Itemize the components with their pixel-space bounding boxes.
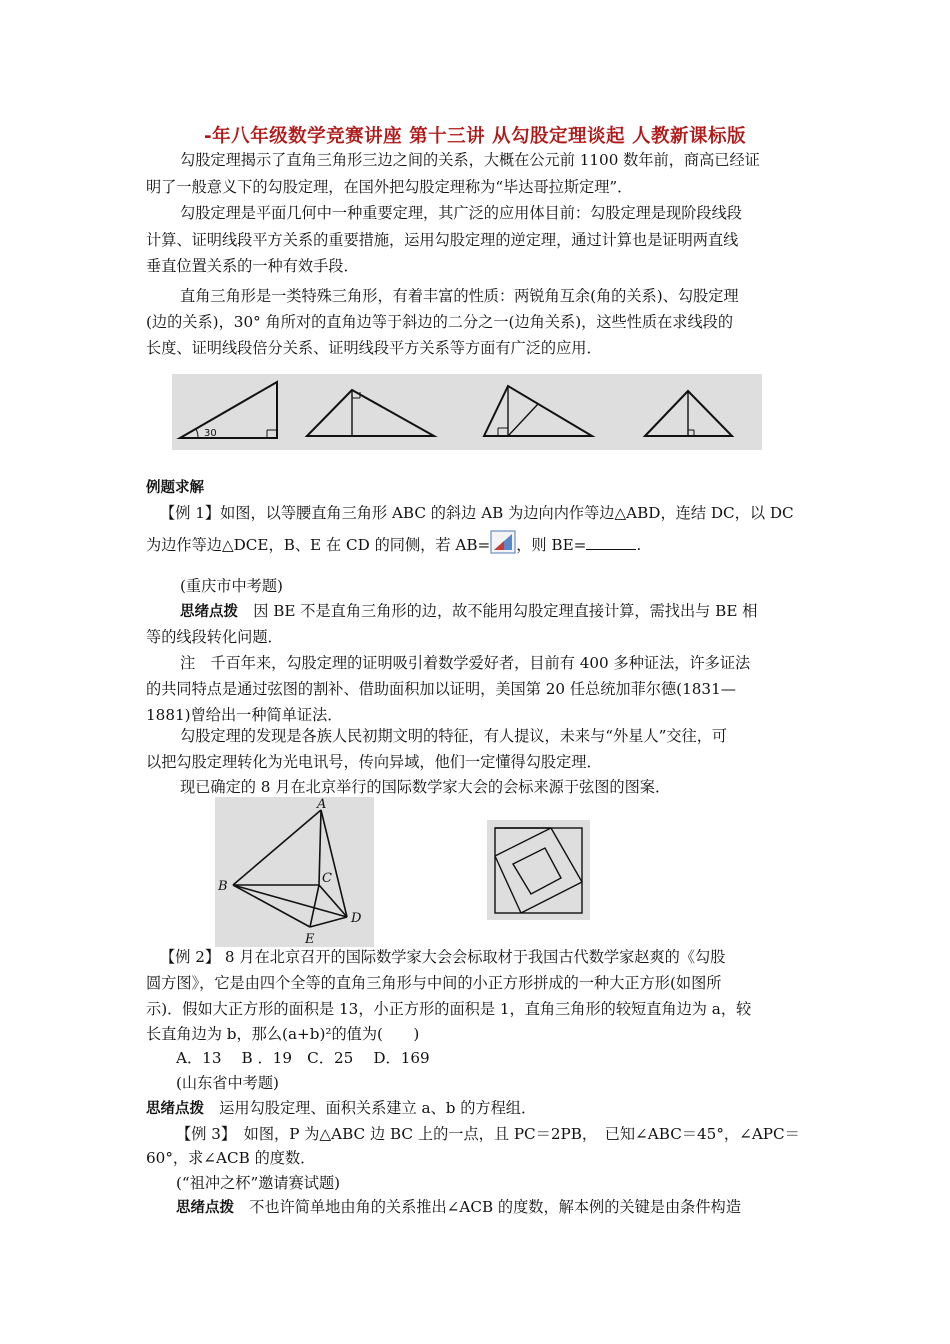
example1-line2: 为边作等边△DCE，B、E 在 CD 的同侧，若 AB= ，则 BE= . bbox=[146, 530, 641, 559]
chord-diagram bbox=[487, 820, 590, 920]
intro-line-4: 计算、证明线段平方关系的重要措施，运用勾股定理的逆定理，通过计算也是证明两直线 bbox=[146, 231, 739, 249]
example3-line1: 【例 3】 如图，P 为△ABC 边 BC 上的一点，且 PC＝2PB， 已知∠ABC＝45°，∠APC＝ bbox=[176, 1125, 800, 1143]
point-label-a: A bbox=[317, 797, 327, 812]
example2-line2: 圆方图》，它是由四个全等的直角三角形与中间的小正方形拼成的一种大正方形(如图所 bbox=[146, 974, 722, 992]
note-line-2: 的共同特点是通过弦图的割补、借助面积加以证明，美国第 20 任总统加菲尔德(1831— bbox=[146, 680, 736, 698]
example1-hint: 思绪点拨 因 BE 不是直角三角形的边，故不能用勾股定理直接计算，需找出与 BE 相 bbox=[180, 602, 758, 620]
answer-blank[interactable] bbox=[586, 535, 636, 550]
note-line-6: 现已确定的 8 月在北京举行的国际数学家大会的会标来源于弦图的图案． bbox=[180, 778, 671, 796]
example3-source: (“祖冲之杯”邀请赛试题) bbox=[176, 1174, 341, 1192]
intro-line-7: (边的关系)，30° 角所对的直角边等于斜边的二分之一(边角关系)，这些性质在求线段的 bbox=[146, 313, 734, 331]
chord-diagram-figure bbox=[487, 820, 590, 920]
section-heading: 例题求解 bbox=[146, 480, 204, 496]
point-label-b: B bbox=[218, 879, 228, 894]
right-triangles-figure bbox=[172, 374, 762, 450]
intro-line-6: 直角三角形是一类特殊三角形，有着丰富的性质：两锐角互余(角的关系)、勾股定理 bbox=[180, 287, 739, 305]
example3-hint: 思绪点拨 不也许简单地由角的关系推出∠ACB 的度数，解本例的关键是由条件构造 bbox=[176, 1198, 741, 1216]
intro-line-3: 勾股定理是平面几何中一种重要定理，其广泛的应用体目前：勾股定理是现阶段线段 bbox=[180, 204, 742, 222]
note-line-1: 注 千百年来，勾股定理的证明吸引着数学爱好者，目前有 400 多种证法，许多证法 bbox=[180, 654, 751, 672]
example3-line2: 60°，求∠ACB 的度数． bbox=[146, 1149, 316, 1167]
note-line-3: 1881)曾给出一种简单证法． bbox=[146, 706, 343, 724]
example2-line3: 示)．假如大正方形的面积是 13，小正方形的面积是 1，直角三角形的较短直角边为 a，较 bbox=[146, 1000, 752, 1018]
example1-line1: 【例 1】如图，以等腰直角三角形 ABC 的斜边 AB 为边向内作等边△ABD，连结 DC，以 DC bbox=[160, 504, 794, 522]
broken-formula-image-icon bbox=[490, 530, 516, 554]
intro-line-2: 明了一般意义下的勾股定理，在国外把勾股定理称为“毕达哥拉斯定理”． bbox=[146, 178, 633, 196]
angle-label: 30 bbox=[204, 428, 217, 439]
point-label-c: C bbox=[322, 871, 332, 886]
point-label-e: E bbox=[305, 932, 315, 947]
example1-hint-line2: 等的线段转化问题． bbox=[146, 628, 283, 646]
example2-source: (山东省中考题) bbox=[176, 1074, 279, 1092]
geometry-figure bbox=[215, 797, 374, 947]
example2-options: A．13 B ．19 C．25 D．169 bbox=[176, 1049, 430, 1067]
intro-line-5: 垂直位置关系的一种有效手段． bbox=[146, 257, 359, 275]
note-line-4: 勾股定理的发现是各族人民初期文明的特征，有人提议，未来与“外星人”交往，可 bbox=[180, 727, 728, 745]
triangle-2 bbox=[307, 390, 434, 436]
example1-source: (重庆市中考题) bbox=[180, 577, 283, 595]
example2-line1: 【例 2】 8 月在北京召开的国际数学家大会会标取材于我国古代数学家赵爽的《勾股 bbox=[160, 948, 726, 966]
intro-line-1: 勾股定理揭示了直角三角形三边之间的关系，大概在公元前 1100 数年前，商高已经证 bbox=[180, 151, 760, 169]
point-label-d: D bbox=[351, 911, 362, 926]
right-triangles-diagram bbox=[172, 374, 762, 450]
geometry-diagram bbox=[215, 797, 374, 947]
triangle-1 bbox=[180, 382, 277, 438]
note-line-5: 以把勾股定理转化为光电讯号，传向异域，他们一定懂得勾股定理． bbox=[146, 753, 602, 771]
page-title: -年八年级数学竞赛讲座 第十三讲 从勾股定理谈起 人教新课标版 bbox=[203, 126, 746, 147]
intro-line-8: 长度、证明线段倍分关系、证明线段平方关系等方面有广泛的应用． bbox=[146, 339, 602, 357]
small-square bbox=[513, 848, 561, 894]
example2-hint: 思绪点拨 运用勾股定理、面积关系建立 a、b 的方程组． bbox=[146, 1099, 537, 1117]
example2-line4: 长直角边为 b，那么(a+b)²的值为( ) bbox=[146, 1025, 420, 1043]
